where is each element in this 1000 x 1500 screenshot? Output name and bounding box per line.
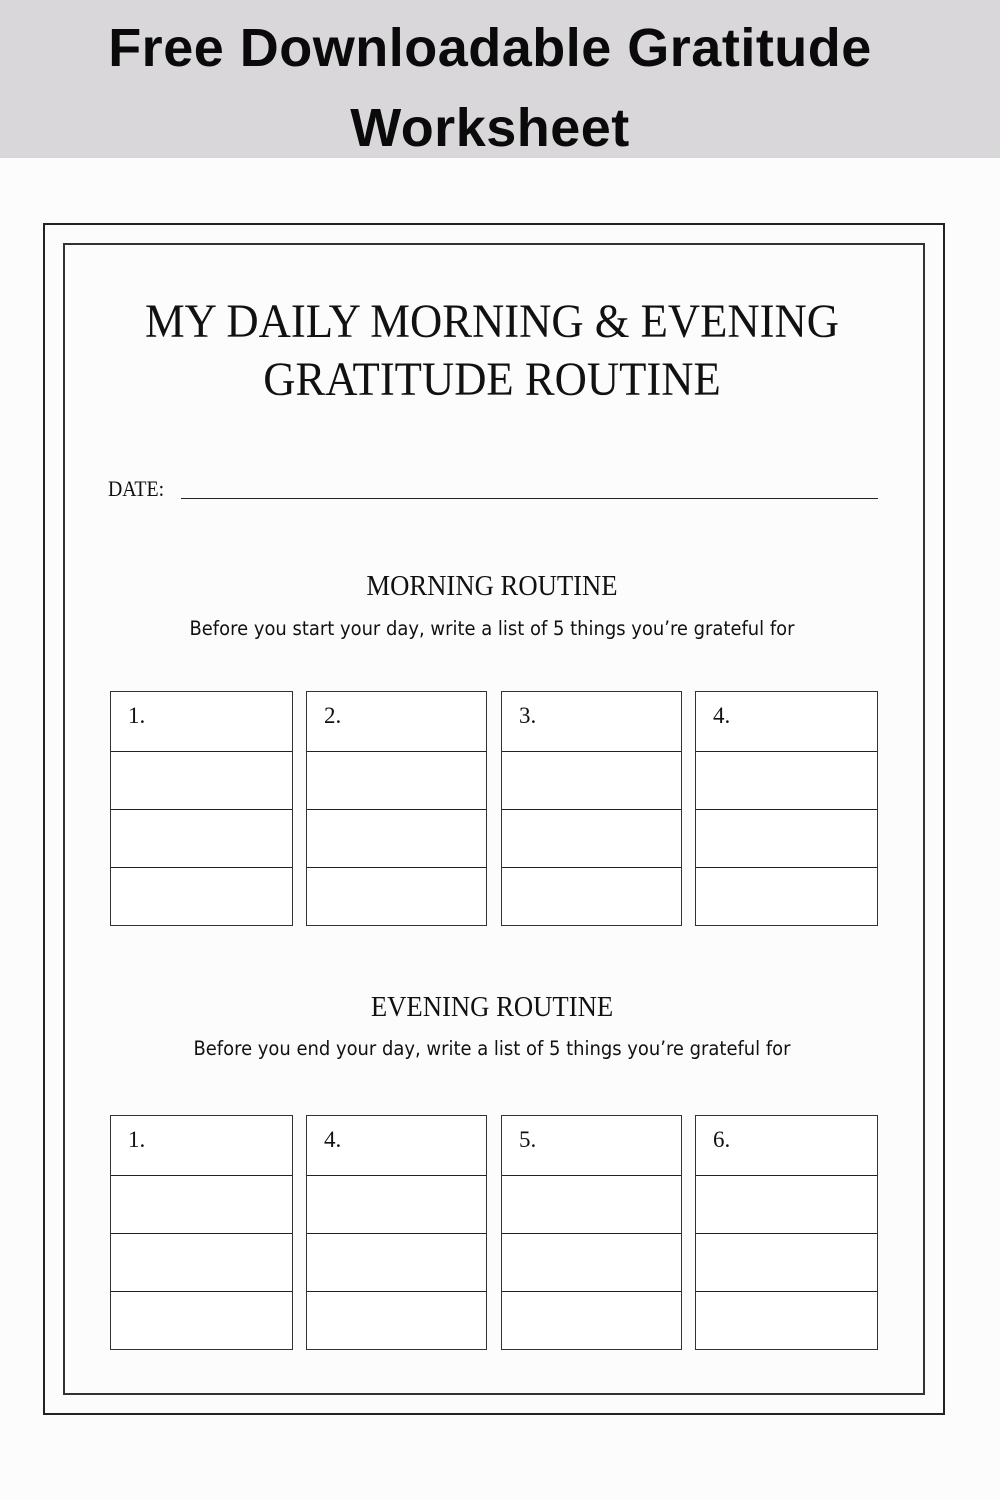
box-row-divider <box>502 1175 681 1176</box>
box-row-divider <box>307 867 486 868</box>
box-number: 3. <box>519 703 537 728</box>
banner <box>0 0 1000 158</box>
box-row-divider <box>502 751 681 752</box>
box-number: 6. <box>713 1127 731 1152</box>
morning-heading: MORNING ROUTINE <box>366 570 618 602</box>
evening-instruction: Before you end your day, write a list of 5 things you’re grateful for <box>193 1037 791 1060</box>
box-row-divider <box>307 1233 486 1234</box>
morning-instruction: Before you start your day, write a list of 5 things you’re grateful for <box>189 617 795 640</box>
box-row-divider <box>111 751 292 752</box>
box-row-divider <box>111 809 292 810</box>
box-row-divider <box>307 751 486 752</box>
banner-title: Free Downloadable Gratitude Worksheet <box>108 18 872 158</box>
box-row-divider <box>696 1175 877 1176</box>
evening-heading: EVENING ROUTINE <box>370 991 614 1023</box>
box-row-divider <box>696 1291 877 1292</box>
box-number: 5. <box>519 1127 537 1152</box>
box-row-divider <box>111 1233 292 1234</box>
box-number: 2. <box>324 703 342 728</box>
box-row-divider <box>696 1233 877 1234</box>
date-field-line[interactable] <box>181 498 878 499</box>
worksheet-title-line-1: MY DAILY MORNING & EVENING <box>144 295 839 348</box>
box-row-divider <box>307 1291 486 1292</box>
worksheet-title-line-2: GRATITUDE ROUTINE <box>263 353 721 406</box>
morning-gratitude-box[interactable] <box>110 691 293 926</box>
box-row-divider <box>502 1233 681 1234</box>
box-row-divider <box>696 751 877 752</box>
box-number: 1. <box>128 703 146 728</box>
morning-gratitude-box[interactable] <box>501 691 682 926</box>
box-row-divider <box>502 867 681 868</box>
evening-gratitude-box[interactable] <box>695 1115 878 1350</box>
worksheet-title <box>93 293 891 409</box>
box-row-divider <box>307 809 486 810</box>
evening-gratitude-box[interactable] <box>501 1115 682 1350</box>
evening-gratitude-box[interactable] <box>110 1115 293 1350</box>
morning-gratitude-box[interactable] <box>695 691 878 926</box>
box-number: 1. <box>128 1127 146 1152</box>
box-row-divider <box>307 1175 486 1176</box>
box-row-divider <box>111 867 292 868</box>
box-row-divider <box>696 809 877 810</box>
box-row-divider <box>502 1291 681 1292</box>
box-row-divider <box>111 1175 292 1176</box>
evening-gratitude-box[interactable] <box>306 1115 487 1350</box>
box-row-divider <box>696 867 877 868</box>
box-row-divider <box>111 1291 292 1292</box>
morning-gratitude-box[interactable] <box>306 691 487 926</box>
box-number: 4. <box>324 1127 342 1152</box>
box-row-divider <box>502 809 681 810</box>
box-number: 4. <box>713 703 731 728</box>
date-label: DATE: <box>108 476 165 501</box>
